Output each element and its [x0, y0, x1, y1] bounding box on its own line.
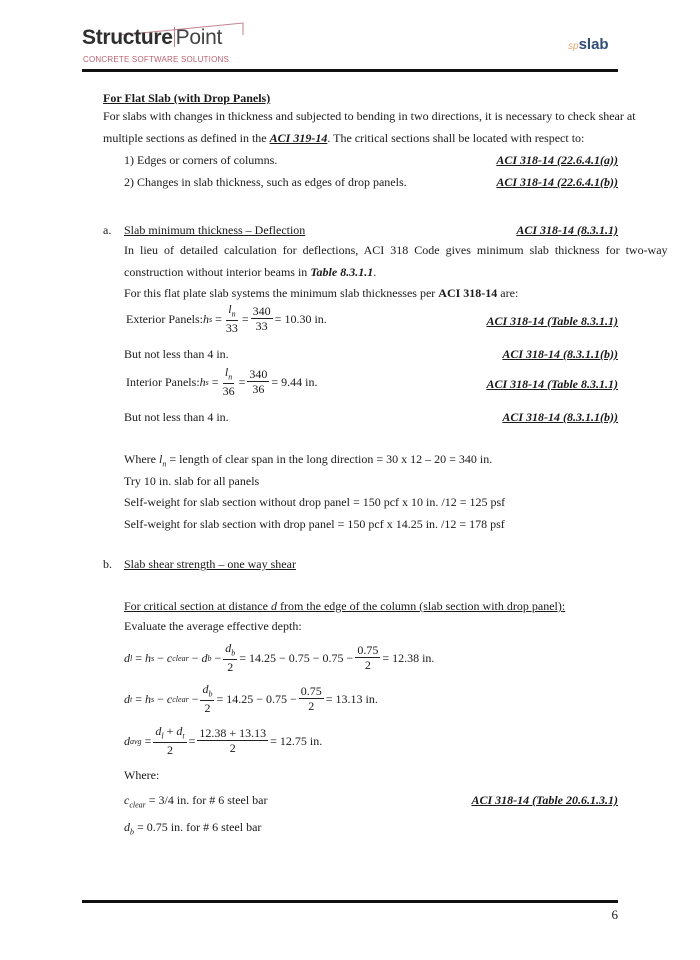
clear-cover-definition: $c_{clear} = 3/4$ in. for # 6 steel bar	[124, 793, 268, 810]
header-rule	[82, 69, 618, 72]
section-a-para-line-1: In lieu of detailed calculation for deflections, ACI 318 Code gives minimum slab thickness for two-way	[124, 243, 668, 257]
interior-panels-equation: Interior Panels: h s = $\frac{l_n}{36}$ = $\frac{340}{36}$ = 9.44 in.	[126, 364, 318, 399]
interior-panels-ref[interactable]: ACI 318-14 (Table 8.3.1.1)	[486, 377, 618, 391]
fraction-db-over-2: $\frac{d_b}{2}$	[202, 681, 213, 716]
min-thickness-note-1-ref[interactable]: ACI 318-14 (8.3.1.1(b))	[502, 347, 618, 361]
section-a-ref[interactable]: ACI 318-14 (8.3.1.1)	[516, 223, 618, 237]
clear-cover-ref[interactable]: ACI 318-14 (Table 20.6.1.3.1)	[471, 793, 618, 807]
structurepoint-logo: Structure Point	[82, 26, 223, 49]
fraction-db-over-2: $\frac{d_b}{2}$	[225, 640, 236, 675]
min-thickness-note-1: But not less than 4 in.	[124, 347, 229, 361]
section-a-para-2: For this flat plate slab systems the minimum slab thicknesses per ACI 318-14 are:	[124, 286, 519, 300]
table-reference: Table 8.3.1.1	[310, 265, 374, 279]
evaluate-depth-text: Evaluate the average effective depth:	[124, 619, 302, 633]
min-thickness-note-2-ref[interactable]: ACI 318-14 (8.3.1.1(b))	[502, 410, 618, 424]
self-weight-with-drop: Self-weight for slab section with drop panel = 150 pcf x 14.25 in. /12 = 178 psf	[124, 517, 505, 531]
fraction-dl-plus-dt-over-2: $\frac{d_l + d_t}{2}$	[155, 723, 185, 758]
intro-item-2-ref[interactable]: ACI 318-14 (22.6.4.1(b))	[496, 175, 618, 189]
page-number: 6	[611, 907, 618, 922]
bar-diameter-definition: $d_b = 0.75$ in. for # 6 steel bar	[124, 820, 262, 837]
intro-item-2: 2) Changes in slab thickness, such as edges of drop panels.	[124, 175, 407, 189]
aci-319-link[interactable]: ACI 319-14	[269, 131, 328, 145]
section-a-title: Slab minimum thickness – Deflection	[124, 223, 306, 237]
intro-item-1-ref[interactable]: ACI 318-14 (22.6.4.1(a))	[496, 153, 618, 167]
spslab-logo: spslab	[568, 36, 609, 53]
fraction-ln-over-36: $\frac{l_n}{36}$	[222, 364, 235, 399]
fraction-340-over-33: $\frac{340}{33}$	[252, 304, 271, 333]
section-b-title: Slab shear strength – one way shear	[124, 557, 296, 571]
trial-thickness: Try 10 in. slab for all panels	[124, 474, 260, 488]
intro-heading: For Flat Slab (with Drop Panels)	[103, 91, 271, 105]
intro-line-1: For slabs with changes in thickness and subjected to bending in two directions, it is necessary to check shear at	[103, 109, 636, 123]
where-label: Where:	[124, 768, 160, 782]
intro-line-2: multiple sections as defined in the ACI 319-14. The critical sections shall be located with respect to:	[103, 131, 585, 145]
section-a-marker: a.	[103, 223, 112, 237]
dl-equation: d l = h s − c clear − d b − $\frac{d_b}{2}$ = 14.25 − 0.75 − 0.75 − $\frac{0.75}{2}$ = 12.38 in.	[124, 640, 435, 675]
fraction-075-over-2: $\frac{0.75}{2}$	[300, 684, 322, 713]
fraction-075-over-2: $\frac{0.75}{2}$	[357, 643, 379, 672]
davg-equation: d avg = $\frac{d_l + d_t}{2}$ = $\frac{12.38 + 13.13}{2}$ = 12.75 in.	[124, 723, 323, 758]
section-a-para-line-2: construction without interior beams in Table 8.3.1.1.	[124, 265, 377, 279]
fraction-sum-over-2: $\frac{12.38 + 13.13}{2}$	[199, 726, 267, 755]
section-b-marker: b.	[103, 557, 112, 571]
footer-rule	[82, 900, 618, 903]
fraction-340-over-36: $\frac{340}{36}$	[249, 367, 268, 396]
exterior-panels-equation: Exterior Panels: h s = $\frac{l_n}{33}$ = $\frac{340}{33}$ = 10.30 in.	[126, 301, 327, 336]
min-thickness-note-2: But not less than 4 in.	[124, 410, 229, 424]
exterior-panels-ref[interactable]: ACI 318-14 (Table 8.3.1.1)	[486, 314, 618, 328]
fraction-ln-over-33: $\frac{l_n}{33}$	[225, 301, 238, 336]
dt-equation: d t = h s − c clear − $\frac{d_b}{2}$ = 14.25 − 0.75 − $\frac{0.75}{2}$ = 13.13 in.	[124, 681, 378, 716]
critical-section-heading: For critical section at distance d from the edge of the column (slab section with drop panel):	[124, 599, 566, 613]
self-weight-without-drop: Self-weight for slab section without drop panel = 150 pcf x 10 in. /12 = 125 psf	[124, 495, 506, 509]
intro-item-1: 1) Edges or corners of columns.	[124, 153, 278, 167]
clear-span-definition: Where $l_n$ = length of clear span in the long direction = 30 x 12 – 20 = 340 in.	[124, 452, 493, 469]
logo-tagline: CONCRETE SOFTWARE SOLUTIONS	[83, 55, 230, 64]
